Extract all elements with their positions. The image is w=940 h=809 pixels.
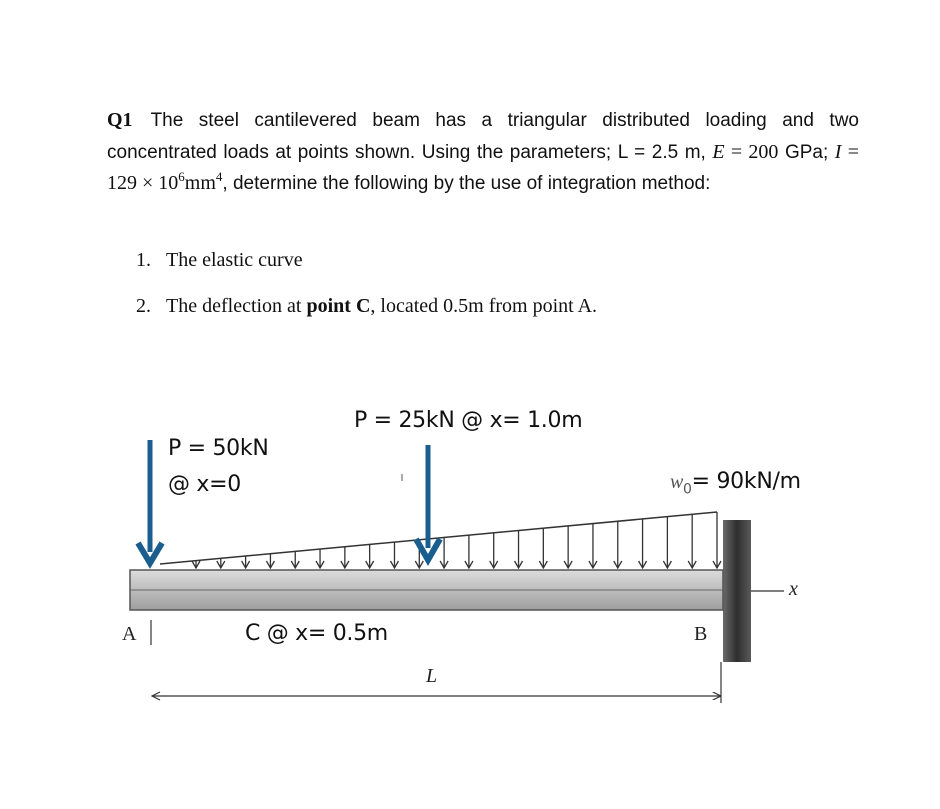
- task-item-2: 2. The deflection at point C, located 0.5m from point A.: [136, 295, 598, 317]
- point-b-label: B: [694, 623, 708, 645]
- question-number: Q1: [107, 109, 133, 131]
- beam-figure: [100, 395, 840, 725]
- load-p1-label-2: @ x=0: [168, 472, 241, 497]
- distributed-load-arrows: [192, 512, 721, 568]
- x-axis-label: x: [789, 578, 798, 600]
- load-p2-label: P = 25kN @ x= 1.0m: [354, 408, 583, 433]
- task-list: [136, 249, 597, 325]
- param-inertia: $I = 129 \times 10^6mm^4$: [107, 140, 860, 194]
- load-p1-label-1: P = 50kN: [168, 436, 269, 461]
- length-label: L: [426, 665, 438, 687]
- w0-label: $w_0= 90kN/m$: [670, 469, 801, 498]
- fixed-support-wall: [723, 520, 751, 662]
- param-modulus: E = 200: [712, 140, 779, 163]
- question-text-1: The steel cantilevered beam has a triangular distributed loading and two concentrated loads at points shown. Using the parameters;: [107, 110, 859, 163]
- question-text-2: , determine the following by the use of integration method:: [222, 173, 711, 194]
- param-gpa: GPa;: [784, 141, 835, 163]
- point-a-label: A: [122, 623, 137, 645]
- point-c-label: C @ x= 0.5m: [245, 621, 388, 646]
- task-item-1: 1. The elastic curve: [136, 249, 303, 271]
- param-length: L = 2.5 m: [617, 141, 701, 163]
- question-paragraph: Q1 The steel cantilevered beam has a triangular distributed loading and two concentrated loads at points shown. Using the parameters; L = 2.5 m, E = 200 GPa; $I = 129 \times 10^6mm^4$, determine the following by the use of integration method:: [107, 109, 860, 194]
- distributed-load-envelope: [160, 512, 717, 564]
